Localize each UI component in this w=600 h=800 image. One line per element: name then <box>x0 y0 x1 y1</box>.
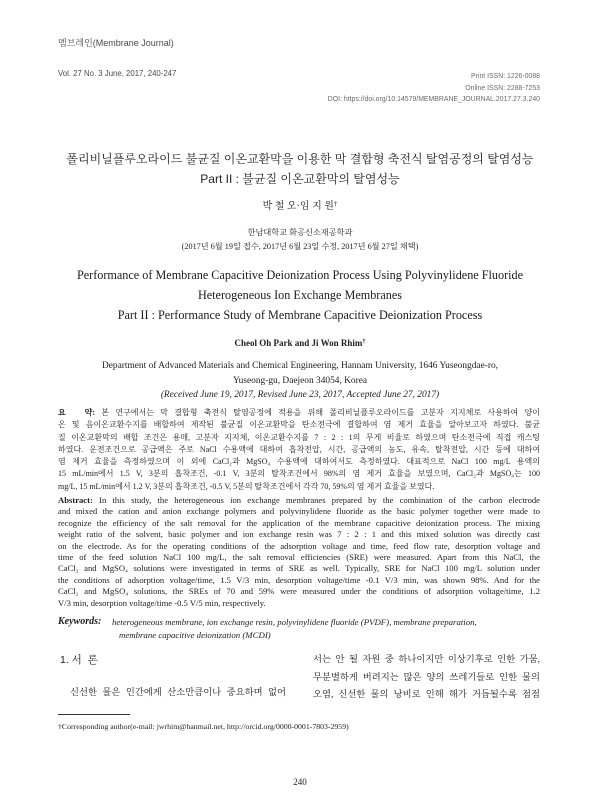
doi-link[interactable]: DOI: https://doi.org/10.14579/MEMBRANE_JOURNAL.2017.27.3.240 <box>327 96 540 103</box>
korean-abstract-line: 온 및 음이온교환수지를 배합하여 제작된 불균질 이온교환막을 탄소전극에 결합하여 염 제거 효율을 알아보고자 하였다. 불균 <box>58 420 540 430</box>
korean-abstract-line <box>58 407 540 419</box>
english-title-line: Heterogeneous Ion Exchange Membranes <box>197 288 403 302</box>
corresponding-author-mark: † <box>362 338 366 346</box>
english-affiliation-block <box>0 359 600 403</box>
corresponding-author-mark: † <box>333 199 338 208</box>
section-heading-introduction: 1. 서 론 <box>60 654 98 666</box>
body-right-column <box>313 652 540 705</box>
korean-affiliation-block <box>0 226 600 254</box>
corresponding-author-footnote: †Corresponding author(e-mail: jwrhim@hanmail.net, http://orcid.org/0000-0001-7803-2959) <box>58 722 349 731</box>
korean-abstract <box>58 407 540 493</box>
korean-abstract-label: 요 약: <box>58 408 95 417</box>
korean-abstract-line: 15 mL/min에서 1.5 V, 3분의 흡착조건, -0.1 V, 3분의 탈착조건에서 98%의 염 제거 효율을 보였으며, CaCl₂과 MgSO₄는 100 <box>58 469 540 479</box>
english-author-names: Cheol Oh Park and Ji Won Rhim <box>234 338 363 348</box>
journal-name: 멤브레인(Membrane Journal) <box>58 38 174 48</box>
volume-info: Vol. 27 No. 3 June, 2017, 240-247 <box>58 69 177 78</box>
body-text-line: 서는 안 될 자원 중 하나이지만 이상기후로 인한 가뭄, <box>313 655 540 665</box>
footnote-rule <box>58 714 130 715</box>
korean-abstract-line: mg/L, 15 mL/min에서 1.2 V, 3분의 흡착조건, -0.5 V, 5분의 탈착조건에서 각각 70, 59%의 염 제거 효율을 보였다. <box>58 481 435 491</box>
english-abstract-line: V/3 min, desorption voltage/time -0.5 V/5 min, respectively. <box>58 597 266 608</box>
body-text-line: 오염, 신선한 물의 낭비로 인해 해가 거듭될수록 점점 <box>313 690 540 700</box>
korean-title <box>0 149 600 189</box>
korean-authors <box>0 200 600 214</box>
english-abstract-label: Abstract: <box>58 495 93 505</box>
korean-title-line: 폴리비닐플루오라이드 불균질 이온교환막을 이용한 막 결합형 축전식 탈염공정의 탈염성능 <box>66 152 534 166</box>
korean-abstract-text: 본 연구에서는 막 결합형 축전식 탈염공정에 적용을 위해 폴리비닐플루오라이드를 고분자 지지체로 사용하여 양이 <box>101 408 540 417</box>
english-abstract-text: In this study, the heterogeneous ion exchange membranes prepared by the combination of the carbon electrode <box>99 495 540 505</box>
online-issn: Online ISSN: 2288-7253 <box>465 84 540 92</box>
keywords-line: heterogeneous membrane, ion exchange resin, polyvinylidene fluoride (PVDF), membrane preparation, <box>112 617 477 627</box>
korean-abstract-line: 질 이온교환막의 배합 조건은 용매, 고분자 지지체, 이온교환수지를 7 : 2 : 1의 무게 비율로 하였으며 탄소전극에 직접 캐스팅 <box>58 432 540 442</box>
korean-dates: (2017년 6월 19일 접수, 2017년 6월 23일 수정, 2017년 6월 27일 채택) <box>181 242 419 251</box>
english-affiliation-line: Yuseong-gu, Daejeon 34054, Korea <box>232 375 368 386</box>
english-affiliation-line: Department of Advanced Materials and Chemical Engineering, Hannam University, 1646 Yuseongdae-ro, <box>101 361 499 371</box>
english-title-subtitle: Part II : Performance Study of Membrane Capacitive Deionization Process <box>117 308 483 322</box>
english-dates: (Received June 19, 2017, Revised June 23, 2017, Accepted June 27, 2017) <box>160 390 440 400</box>
english-authors <box>0 337 600 349</box>
english-abstract-line: CaCl₂ and MgSO₄ solutions were investigated in terms of SRE as well. Typically, SRE for NaCl 100 mg/L solution under <box>58 563 540 574</box>
english-abstract-line: weight ratio of the solvent, basic polymer and ion exchange resin was 7 : 2 : 1 and this mixed solution was directly cast <box>58 529 540 540</box>
body-text-line: 무분별하게 버려지는 많은 양의 쓰레기들로 인한 물의 <box>313 672 540 683</box>
page-number: 240 <box>293 777 307 787</box>
korean-title-subtitle: Part II : 불균질 이온교환막의 탈염성능 <box>200 172 400 186</box>
korean-abstract-line: 하였다. 운전조건으로 공급액은 주로 NaCl 수용액에 대하여 흡착전압, 시간, 공급액의 농도, 유속, 탈착전압, 시간 등에 대하여 <box>58 444 540 454</box>
english-abstract-line: and mixed the cation and anion exchange polymers and polyvinylidene fluoride as the basic polymer together were made to <box>58 506 540 517</box>
korean-abstract-line: 염 제거 효율을 측정하였으며 이 외에 CaCl₂과 MgSO₄ 수용액에 대하여서도 측정하였다. 대표적으로 NaCl 100 mg/L 용액의 <box>58 457 540 467</box>
issn-doi-block <box>328 71 540 106</box>
keywords-line: membrane capacitive deionization (MCDI) <box>119 630 271 640</box>
english-title-line: Performance of Membrane Capacitive Deionization Process Using Polyvinylidene Fluoride <box>76 268 524 282</box>
english-title <box>0 265 600 325</box>
english-abstract-line: the conditions of adsorption voltage/time, 1.5 V/3 min, desorption voltage/time -0.1 V/3 min, was shown 98%. And for the <box>58 574 540 585</box>
print-issn: Print ISSN: 1226-0088 <box>471 73 540 80</box>
english-abstract-line: CaCl₂ and MgSO₄ solutions, the SREs of 70 and 59% were measured under the conditions of adsorption voltage/time, 1.2 <box>58 586 540 597</box>
english-abstract-line: on the electrode. As for the operating conditions of the adsorption voltage and time, feed flow rate, desorption voltage and <box>58 540 540 551</box>
body-left-column <box>58 685 286 703</box>
keywords-list <box>112 616 540 642</box>
english-abstract-line: time of the feed solution NaCl 100 mg/L, the salt removal efficiencies (SRE) were measured. Apart from this NaCl, the <box>58 552 540 563</box>
english-abstract-line <box>58 495 540 506</box>
keywords-label: Keywords: <box>58 616 102 627</box>
korean-affiliation: 한남대학교 화공신소재공학과 <box>247 228 353 237</box>
body-text-line: 신선한 물은 인간에게 산소만큼이나 중요하며 없어 <box>70 688 286 698</box>
english-abstract-line: recognize the efficiency of the salt removal for the application of the membrane capacitive deionization process. The mixing <box>58 517 540 528</box>
korean-author-names: 박 철 오·임 지 원 <box>262 201 334 212</box>
english-abstract <box>58 495 540 609</box>
